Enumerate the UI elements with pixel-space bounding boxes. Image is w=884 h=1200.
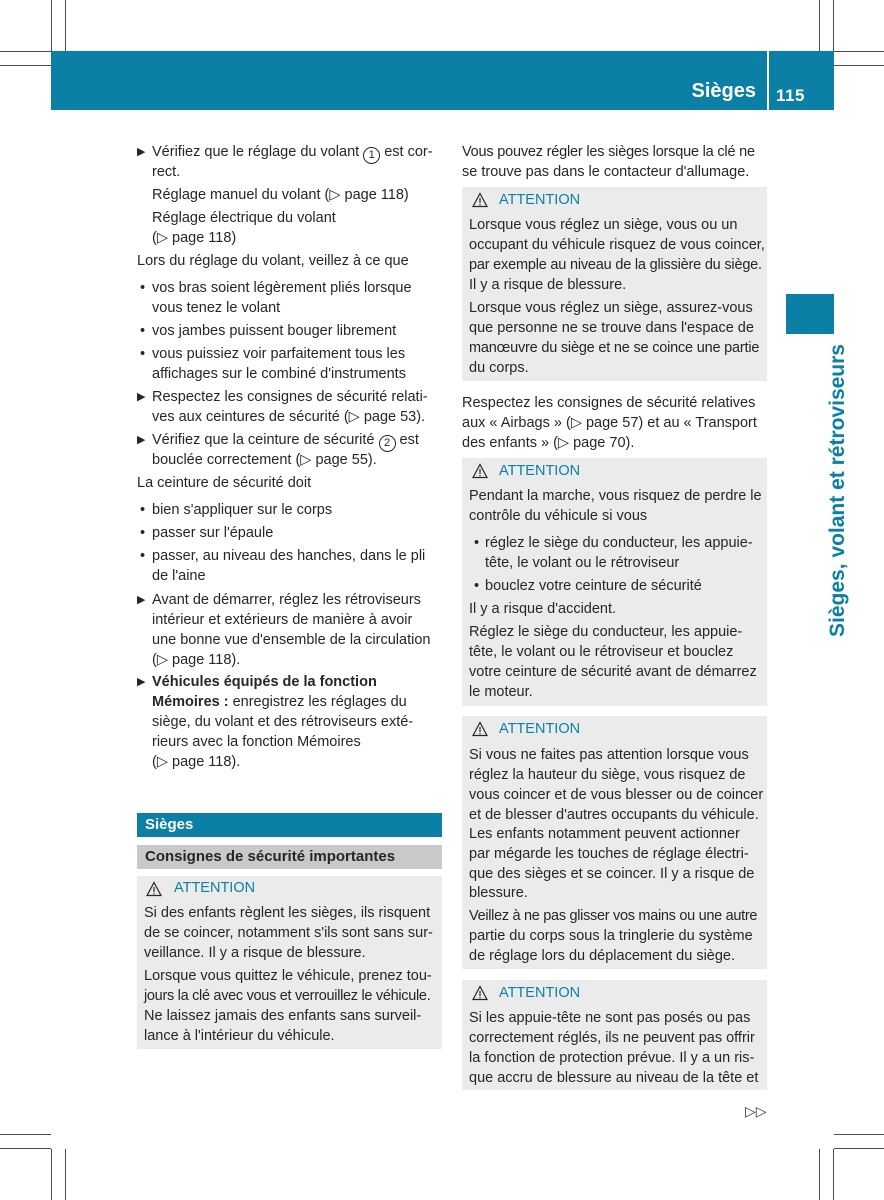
body-text: Réglage manuel du volant (▷ page 118)	[152, 187, 409, 203]
warning-text: et de blesser d'autres occupants du véhicule.	[469, 807, 759, 823]
body-text: passer, au niveau des hanches, dans le pli	[152, 548, 426, 564]
bullet: •	[140, 548, 146, 564]
warning-text: Lorsque vous quittez le véhicule, prenez tou-	[144, 968, 432, 984]
warning-text: occupant du véhicule risquez de vous coincer,	[469, 237, 765, 253]
callout-1: 1	[363, 147, 380, 164]
body-text: vos jambes puissent bouger librement	[152, 323, 397, 339]
warning-text: que accru de blessure au niveau de la tête et	[469, 1070, 759, 1086]
warning-text: de se coincer, notamment s'ils sont sans sur-	[144, 925, 433, 941]
body-text: se trouve pas dans le contacteur d'allumage.	[462, 164, 750, 180]
body-text: Respectez les consignes de sécurité relatives	[462, 395, 756, 411]
body-text: Vérifiez que la ceinture de sécurité 2 est	[152, 430, 419, 452]
crop-mark	[819, 0, 820, 51]
warning-text: Lorsque vous réglez un siège, vous ou un	[469, 217, 738, 233]
bullet: •	[474, 578, 480, 594]
body-text: intérieur et extérieurs de manière à avoir	[152, 612, 413, 628]
crop-mark	[833, 1149, 834, 1200]
bullet: •	[140, 502, 146, 518]
warning-text: manœuvre du siège et ne se coince une partie	[469, 340, 760, 356]
body-text: rieurs avec la fonction Mémoires	[152, 734, 361, 750]
warning-text: contrôle du véhicule si vous	[469, 508, 648, 524]
bullet: •	[140, 346, 146, 362]
warning-triangle-icon	[472, 463, 488, 479]
body-text: (▷ page 118).	[152, 652, 241, 668]
warning-text: votre ceinture de sécurité avant de démarrez	[469, 664, 757, 680]
warning-triangle-icon	[472, 985, 488, 1001]
warning-text: vous coincer et de vous blesser ou de coincer	[469, 787, 764, 803]
page-title: Sièges	[691, 80, 756, 102]
subsection-heading: Consignes de sécurité importantes	[137, 845, 442, 869]
arrow-icon: ▶	[137, 594, 146, 606]
body-text: Vous pouvez régler les sièges lorsque la clé ne	[462, 144, 755, 160]
header-divider	[767, 51, 769, 110]
warning-text: la fonction de protection prévue. Il y a un ris-	[469, 1050, 755, 1066]
warning-text: veillance. Il y a risque de blessure.	[144, 945, 366, 961]
crop-mark	[834, 1148, 884, 1149]
body-text: bien s'appliquer sur le corps	[152, 502, 333, 518]
crop-mark	[834, 1134, 884, 1135]
warning-triangle-icon	[146, 881, 162, 897]
section-heading: Sièges	[137, 813, 442, 837]
warning-text: Si les appuie-tête ne sont pas posés ou pas	[469, 1010, 751, 1026]
page-number: 115	[776, 86, 805, 105]
body-text: rect.	[152, 164, 181, 180]
chapter-tab-label: Sièges, volant et rétroviseurs	[826, 344, 849, 637]
warning-text: tête, le volant ou le rétroviseur et bouclez	[469, 644, 734, 660]
warning-text: Réglez le siège du conducteur, les appuie-	[469, 624, 743, 640]
warning-text: Si des enfants règlent les sièges, ils risquent	[144, 905, 431, 921]
body-text: Réglage électrique du volant	[152, 210, 336, 226]
crop-mark	[819, 1149, 820, 1200]
body-text: de l'aine	[152, 568, 206, 584]
body-text: des enfants » (▷ page 70).	[462, 435, 635, 451]
warning-text: Si vous ne faites pas attention lorsque vous	[469, 747, 749, 763]
warning-text: Les enfants notamment peuvent actionner	[469, 826, 740, 842]
body-text: La ceinture de sécurité doit	[137, 475, 312, 491]
body-text: Véhicules équipés de la fonction	[152, 674, 377, 690]
crop-mark	[0, 1148, 51, 1149]
chapter-tab-label-wrap	[786, 344, 849, 644]
warning-text: blessure.	[469, 885, 528, 901]
arrow-icon: ▶	[137, 434, 146, 446]
bullet: •	[140, 280, 146, 296]
crop-mark	[834, 65, 884, 66]
body-text: Vérifiez que le réglage du volant 1 est cor-	[152, 142, 433, 164]
body-text: vous tenez le volant	[152, 300, 281, 316]
body-text: (▷ page 118).	[152, 754, 241, 770]
arrow-icon: ▶	[137, 391, 146, 403]
warning-text: tête, le volant ou le rétroviseur	[485, 555, 680, 571]
arrow-icon: ▶	[137, 676, 146, 688]
bullet: •	[474, 535, 480, 551]
crop-mark	[65, 0, 66, 51]
callout-2: 2	[379, 435, 396, 452]
warning-text: réglez la hauteur du siège, vous risquez de	[469, 767, 746, 783]
warning-text: que des sièges et se coincer. Il y a risque de	[469, 866, 755, 882]
warning-text: que personne ne se trouve dans l'espace de	[469, 320, 754, 336]
warning-text: par mégarde les touches de réglage électri-	[469, 846, 749, 862]
body-text: siège, du volant et des rétroviseurs exté-	[152, 714, 414, 730]
crop-mark	[0, 1134, 51, 1135]
body-text: affichages sur le combiné d'instruments	[152, 366, 406, 382]
warning-text: correctement réglés, ils ne peuvent pas offrir	[469, 1030, 755, 1046]
warning-text: par exemple au niveau de la glissière du siège.	[469, 257, 762, 273]
body-text: Avant de démarrer, réglez les rétroviseurs	[152, 592, 421, 608]
body-text: vos bras soient légèrement pliés lorsque	[152, 280, 412, 296]
body-text: (▷ page 118)	[152, 230, 237, 246]
warning-title: ATTENTION	[499, 985, 581, 1001]
body-text: une bonne vue d'ensemble de la circulation	[152, 632, 431, 648]
body-text: aux « Airbags » (▷ page 57) et au « Transport	[462, 415, 757, 431]
warning-text: de réglage lors du déplacement du siège.	[469, 948, 736, 964]
body-text: ves aux ceintures de sécurité (▷ page 53).	[152, 409, 426, 425]
body-text: Lors du réglage du volant, veillez à ce que	[137, 253, 409, 269]
crop-mark	[51, 1149, 52, 1200]
continue-arrows-icon: ▷▷	[745, 1103, 767, 1119]
warning-text: Ne laissez jamais des enfants sans surveil-	[144, 1008, 422, 1024]
warning-title: ATTENTION	[499, 463, 581, 479]
body-text: vous puissiez voir parfaitement tous les	[152, 346, 406, 362]
crop-mark	[65, 1149, 66, 1200]
arrow-icon: ▶	[137, 146, 146, 158]
warning-text: Pendant la marche, vous risquez de perdre le	[469, 488, 762, 504]
warning-triangle-icon	[472, 192, 488, 208]
warning-text: réglez le siège du conducteur, les appuie-	[485, 535, 753, 551]
warning-text: le moteur.	[469, 684, 533, 700]
crop-mark	[51, 0, 52, 51]
warning-text: bouclez votre ceinture de sécurité	[485, 578, 702, 594]
warning-text: partie du corps sous la tringlerie du système	[469, 928, 753, 944]
body-text: passer sur l'épaule	[152, 525, 274, 541]
body-text: Respectez les consignes de sécurité relati-	[152, 389, 428, 405]
bullet: •	[140, 323, 146, 339]
crop-mark	[833, 0, 834, 51]
warning-text: Il y a risque de blessure.	[469, 277, 627, 293]
body-text: bouclée correctement (▷ page 55).	[152, 452, 377, 468]
crop-mark	[0, 65, 51, 66]
warning-title: ATTENTION	[174, 880, 256, 896]
warning-text: Lorsque vous réglez un siège, assurez-vous	[469, 300, 753, 316]
warning-text: jours la clé avec vous et verrouillez le véhicule.	[144, 988, 431, 1004]
chapter-tab	[786, 294, 834, 334]
warning-text: Il y a risque d'accident.	[469, 601, 617, 617]
warning-text: Veillez à ne pas glisser vos mains ou une autre	[469, 908, 758, 924]
crop-mark	[0, 51, 51, 52]
body-text: Mémoires : enregistrez les réglages du	[152, 694, 407, 710]
bullet: •	[140, 525, 146, 541]
crop-mark	[834, 51, 884, 52]
warning-triangle-icon	[472, 721, 488, 737]
warning-title: ATTENTION	[499, 721, 581, 737]
warning-text: du corps.	[469, 360, 529, 376]
warning-title: ATTENTION	[499, 192, 581, 208]
warning-text: lance à l'intérieur du véhicule.	[144, 1028, 335, 1044]
